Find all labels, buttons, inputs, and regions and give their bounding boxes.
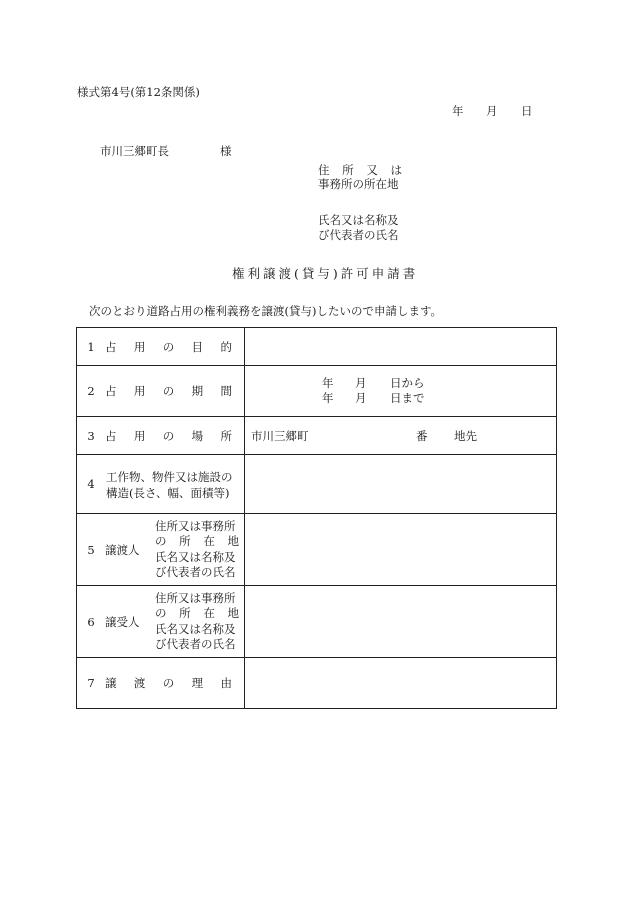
table-row [77, 586, 557, 658]
date-year: 年 [452, 104, 464, 118]
transferee-label: 譲受人 [105, 614, 140, 629]
address-label-line1: 住 所 又 は [318, 163, 402, 177]
row-number: 5 [87, 542, 95, 557]
row-number: 3 [87, 428, 95, 443]
application-table [76, 327, 557, 709]
table-row [77, 328, 557, 366]
row-label-reason: 7 譲 渡 の 理 由 [77, 658, 245, 709]
name-label-line2: び代表者の氏名 [318, 228, 399, 242]
row-number: 1 [87, 339, 95, 354]
form-code: 様式第4号(第12条関係) [77, 85, 200, 99]
row-label-transferee: 6 譲受人 住所又は事務所 の 所 在 地 氏名又は名称及 び代表者の氏名 [77, 586, 245, 658]
addressee-name: 市川三郷町長 [100, 144, 169, 158]
place-chisaki: 地先 [454, 428, 477, 443]
row-label-period: 2 占 用 の 期 間 [77, 366, 245, 417]
row-label-purpose: 1 占 用 の 目 的 [77, 328, 245, 366]
period-field[interactable] [245, 366, 557, 417]
transferee-field[interactable] [245, 586, 557, 658]
intro-text: 次のとおり道路占用の権利義務を譲渡(貸与)したいので申請します。 [89, 304, 443, 318]
period-from-line: 年 月 日から [322, 376, 425, 390]
period-to-line: 年 月 日まで [322, 391, 425, 405]
purpose-field[interactable] [245, 328, 557, 366]
date-month: 月 [486, 104, 498, 118]
table-row [77, 417, 557, 455]
addressee-honorific: 様 [220, 144, 232, 158]
place-ban: 番 [416, 428, 428, 443]
row-number: 2 [87, 384, 95, 398]
transferor-field[interactable] [245, 514, 557, 586]
name-label-line1: 氏名又は名称及 [318, 213, 399, 227]
row-number: 6 [87, 614, 95, 629]
transferor-label: 譲渡人 [105, 542, 140, 557]
row-number: 7 [87, 676, 95, 690]
table-row [77, 514, 557, 586]
date-day: 日 [521, 104, 533, 118]
reason-field[interactable] [245, 658, 557, 709]
row-label-structure: 4 工作物、物件又は施設の 構造(長さ、幅、面積等) [77, 455, 245, 514]
table-row [77, 366, 557, 417]
row-label-place: 3 占 用 の 場 所 [77, 417, 245, 455]
table-row [77, 658, 557, 709]
row-label-transferor: 5 譲渡人 住所又は事務所 の 所 在 地 氏名又は名称及 び代表者の氏名 [77, 514, 245, 586]
table-row [77, 455, 557, 514]
address-label-line2: 事務所の所在地 [318, 177, 399, 191]
row-number: 4 [87, 477, 95, 491]
document-title: 権利譲渡(貸与)許可申請書 [232, 266, 419, 281]
structure-field[interactable] [245, 455, 557, 514]
place-town: 市川三郷町 [251, 428, 309, 443]
place-field[interactable] [245, 417, 557, 455]
